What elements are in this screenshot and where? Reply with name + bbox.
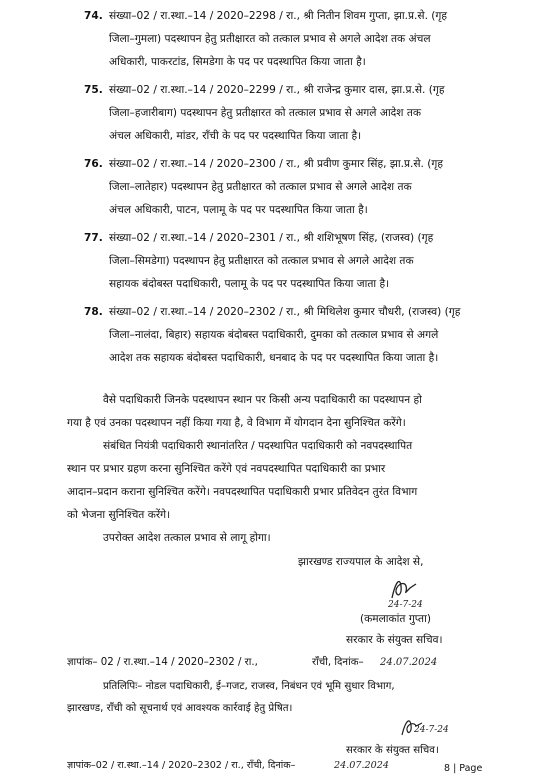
item-number: 78. [84,306,103,318]
signature-mark-icon [386,574,420,602]
paragraph-line: स्थान पर प्रभार ग्रहण करना सुनिश्चित करेंगे एवं नवपदस्थापित पदाधिकारी का प्रभार [67,463,386,475]
item-line: आदेश तक सहायक बंदोबस्त पदाधिकारी, धनबाद के पद पर पदस्थापित किया जाता है। [109,352,439,364]
memo-date: 24.07.2024 [380,657,438,668]
item-line: जिला–लातेहार) पदस्थापन हेतु प्रतीक्षारत को तत्काल प्रभाव से अगले आदेश तक [109,181,412,193]
item-number: 76. [84,158,103,170]
paragraph-line: आदान–प्रदान कराना सुनिश्चित करेंगे। नवपदस्थापित पदाधिकारी प्रभार प्रतिवेदन तुरंत विभाग [67,486,418,498]
paragraph-line: को भेजना सुनिश्चित करेंगे। [67,509,171,521]
item-line: संख्या–02 / रा.स्था.–14 / 2020–2299 / रा., श्री राजेन्द्र कुमार दास, झा.प्र.से. (गृह [109,84,445,96]
item-line: अंचल अधिकारी, पाटन, पलामू के पद पर पदस्थापित किया जाता है। [109,204,368,216]
governor-order-line: झारखण्ड राज्यपाल के आदेश से, [298,556,424,568]
memo-place-date: राँची, दिनांक– [312,657,364,668]
memo-reference: ज्ञापांक–02 / रा.स्था.–14 / 2020–2302 / रा., राँची, दिनांक– [67,760,296,771]
signature-date: 24-7-24 [388,600,423,610]
item-line: जिला–गुमला) पदस्थापन हेतु प्रतीक्षारत को तत्काल प्रभाव से अगले आदेश तक अंचल [109,33,431,45]
item-line: संख्या–02 / रा.स्था.–14 / 2020–2300 / रा., श्री प्रवीण कुमार सिंह, झा.प्र.से. (गृह [109,158,443,170]
page-label: | Page [453,763,483,774]
item-line: अधिकारी, पाकरटांड, सिमडेगा के पद पर पदस्थापित किया जाता है। [109,56,366,68]
memo-cc-line: प्रतिलिपिः– नोडल पदाधिकारी, ई–गजट, राजस्व, निबंधन एवं भूमि सुधार विभाग, [103,681,395,692]
item-line: सहायक बंदोबस्त पदाधिकारी, पलामू के पद पर पदस्थापित किया जाता है। [109,278,390,290]
item-number: 77. [84,232,103,244]
page-number: 8 [444,763,451,774]
item-number: 74. [84,10,103,22]
signatory-name: (कमलाकांत गुप्ता) [360,613,431,625]
item-line: जिला–सिमडेगा) पदस्थापन हेतु प्रतीक्षारत को तत्काल प्रभाव से अगले आदेश तक [109,255,414,267]
page-footer [444,763,482,774]
item-line: संख्या–02 / रा.स्था.–14 / 2020–2301 / रा., श्री शशिभूषण सिंह, (राजस्व) (गृह [109,232,434,244]
signatory-title: सरकार के संयुक्त सचिव। [346,745,439,756]
item-line: अंचल अधिकारी, मांडर, राँची के पद पर पदस्थापित किया जाता है। [109,130,362,142]
paragraph-immediate-effect: उपरोक्त आदेश तत्काल प्रभाव से लागू होगा। [103,532,271,544]
memo-reference: ज्ञापांक– 02 / रा.स्था.–14 / 2020–2302 / रा., [67,657,258,668]
item-line: जिला–हजारीबाग) पदस्थापन हेतु प्रतीक्षारत को तत्काल प्रभाव से अगले आदेश तक [109,107,422,119]
item-line: संख्या–02 / रा.स्था.–14 / 2020–2302 / रा., श्री मिथिलेश कुमार चौधरी, (राजस्व) (गृह [109,306,461,318]
signature-date: 24-7-24 [414,725,449,735]
item-line: जिला–नालंदा, बिहार) सहायक बंदोबस्त पदाधिकारी, दुमका को तत्काल प्रभाव से अगले [109,329,439,341]
paragraph-line: वैसे पदाधिकारी जिनके पदस्थापन स्थान पर किसी अन्य पदाधिकारी का पदस्थापन हो [103,394,422,406]
memo-date: 24.07.2024 [334,760,389,771]
memo-cc-line: झारखण्ड, राँची को सूचनार्थ एवं आवश्यक कार्रवाई हेतु प्रेषित। [67,703,293,714]
paragraph-line: संबंधित नियंत्री पदाधिकारी स्थानांतरित / पदस्थापित पदाधिकारी को नवपदस्थापित [103,440,413,452]
signatory-title: सरकार के संयुक्त सचिव। [346,634,443,646]
item-number: 75. [84,84,103,96]
paragraph-line: गया है एवं उनका पदस्थापन नहीं किया गया है, वे विभाग में योगदान देना सुनिश्चित करेंगे। [67,417,406,429]
item-line: संख्या–02 / रा.स्था.–14 / 2020–2298 / रा., श्री नितीन शिवम गुप्ता, झा.प्र.से. (गृह [109,10,448,22]
